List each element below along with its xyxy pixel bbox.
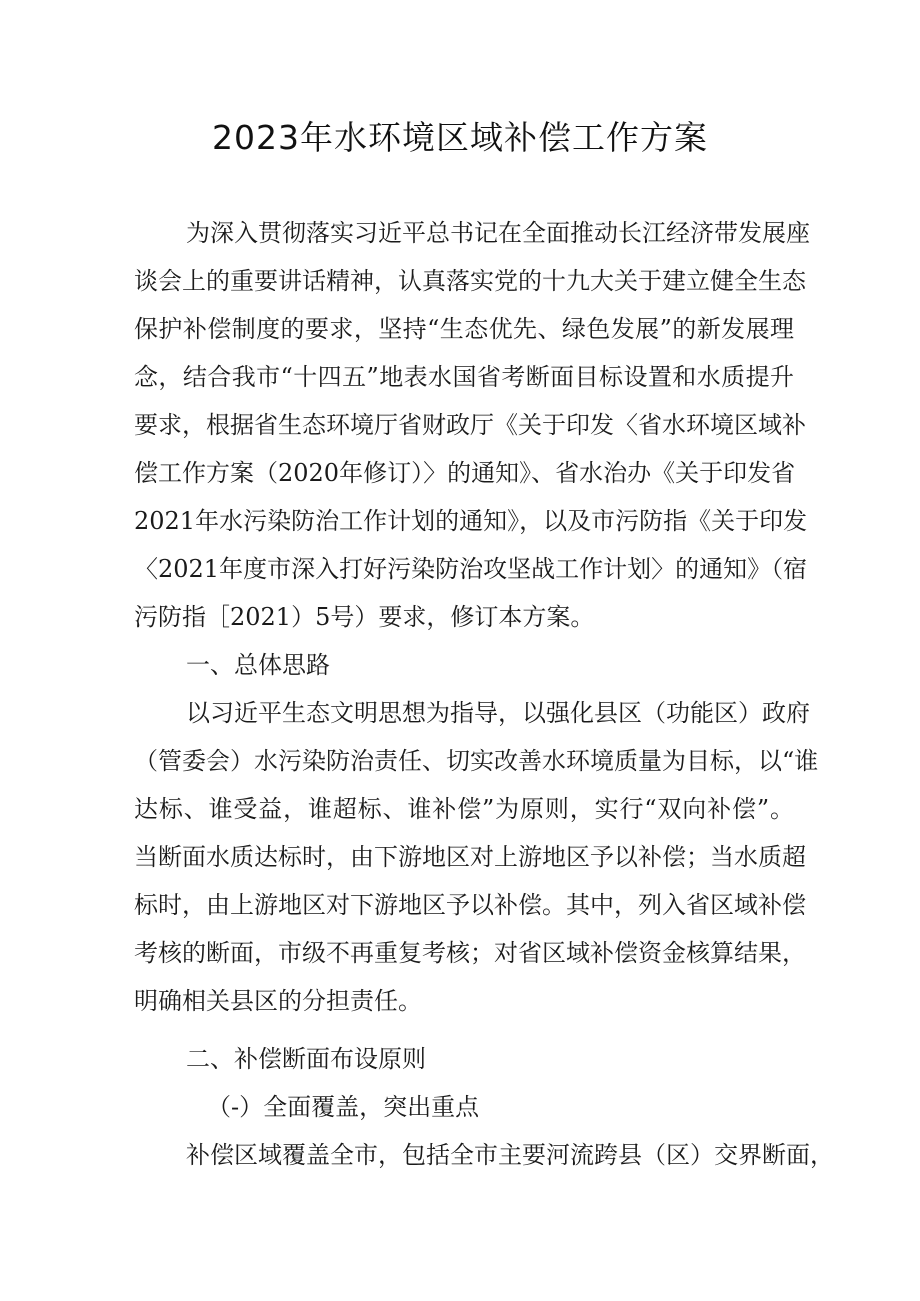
section1-line-3: 达标、谁受益，谁超标、谁补偿”为原则，实行“双向补偿”。 [134, 795, 794, 823]
intro-line-9: 污防指［2021）5号）要求，修订本方案。 [134, 603, 595, 631]
intro-line-5: 要求，根据省生态环境厅省财政厅《关于印发〈省水环境区域补 [134, 411, 806, 439]
section2-sub1-line-1: 补偿区域覆盖全市，包括全市主要河流跨县（区）交界断面， [186, 1141, 834, 1169]
section2-sub1-heading: （-）全面覆盖，突出重点 [207, 1093, 480, 1121]
intro-line-3: 保护补偿制度的要求，坚持“生态优先、绿色发展”的新发展理 [134, 315, 794, 343]
intro-line-2: 谈会上的重要讲话精神，认真落实党的十九大关于建立健全生态 [134, 267, 806, 295]
section2-heading: 二、补偿断面布设原则 [186, 1045, 426, 1073]
section1-line-2: （管委会）水污染防治责任、切实改善水环境质量为目标，以“谁 [134, 747, 819, 775]
section1-heading: 一、总体思路 [186, 651, 330, 679]
section1-line-6: 考核的断面，市级不再重复考核；对省区域补偿资金核算结果， [134, 939, 806, 967]
intro-line-7: 2021年水污染防治工作计划的通知》，以及市污防指《关于印发 [134, 507, 808, 535]
section1-line-5: 标时，由上游地区对下游地区予以补偿。其中，列入省区域补偿 [134, 891, 806, 919]
section1-line-7: 明确相关县区的分担责任。 [134, 987, 422, 1015]
intro-line-1: 为深入贯彻落实习近平总书记在全面推动长江经济带发展座 [186, 219, 810, 247]
intro-line-8: 〈2021年度市深入打好污染防治攻坚战工作计划〉的通知》（宿 [134, 555, 808, 583]
section1-line-4: 当断面水质达标时，由下游地区对上游地区予以补偿；当水质超 [134, 843, 806, 871]
section1-line-1: 以习近平生态文明思想为指导，以强化县区（功能区）政府 [186, 699, 810, 727]
document-title: 2023年水环境区域补偿工作方案 [212, 118, 708, 157]
intro-line-6: 偿工作方案（2020年修订）〉的通知》、省水治办《关于印发省 [134, 459, 796, 487]
intro-line-4: 念，结合我市“十四五”地表水国省考断面目标设置和水质提升 [134, 363, 794, 391]
